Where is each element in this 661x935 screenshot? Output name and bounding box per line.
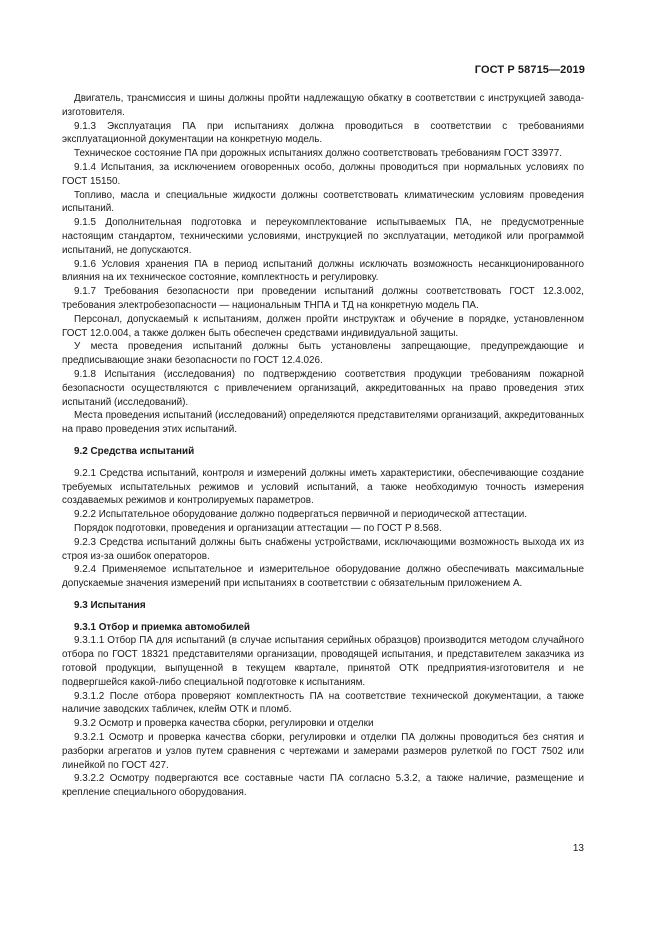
document-code: ГОСТ Р 58715—2019 — [474, 64, 585, 76]
paragraph: Порядок подготовки, проведения и организации аттестации — по ГОСТ Р 8.568. — [74, 522, 442, 534]
paragraph: 9.1.5 Дополнительная подготовка и переукомплектование испытываемых ПА, не предусмотренные настоящим стандартом, техническими условиями, инструкцией по эксплуатации, методикой или программой испытаний, не допускаются. — [62, 217, 584, 256]
paragraph: 9.2.1 Средства испытаний, контроля и измерений должны иметь характеристики, обеспечивающие создание требуемых испытательных режимов и условий испытаний, а также необходимую точность измерения создаваемых режимов и контролируемых параметров. — [62, 467, 584, 507]
section-heading-9-2: 9.2 Средства испытаний — [74, 445, 195, 457]
subsection-heading-9-3-1: 9.3.1 Отбор и приемка автомобилей — [74, 621, 250, 633]
section-heading-9-3: 9.3 Испытания — [74, 599, 146, 611]
paragraph: Персонал, допускаемый к испытаниям, должен пройти инструктаж и обучение в порядке, установленном ГОСТ 12.0.004, а также должен быть обеспечен средствами индивидуальной защиты. — [62, 313, 584, 339]
paragraph: 9.1.7 Требования безопасности при проведении испытаний должны соответствовать ГОСТ 12.3.002, требования электробезопасности — национальным ТНПА и ТД на конкретную модель ПА. — [62, 286, 584, 311]
paragraph: Места проведения испытаний (исследований) определяются представителями организаций, аккредитованных на право проведения этих испытаний. — [62, 410, 584, 436]
paragraph: 9.3.2 Осмотр и проверка качества сборки, регулировки и отделки — [74, 718, 374, 730]
paragraph: Техническое состояние ПА при дорожных испытаниях должно соответствовать требованиям ГОСТ 33977. — [74, 148, 562, 160]
paragraph: 9.2.4 Применяемое испытательное и измерительное оборудование должно обеспечивать максимальные допускаемые значения измерений при испытаниях в соответствии с обязательным приложением А. — [62, 564, 584, 590]
paragraph: Топливо, масла и специальные жидкости должны соответствовать климатическим условиям проведения испытаний. — [62, 189, 584, 215]
paragraph: 9.3.1.1 Отбор ПА для испытаний (в случае испытания серийных образцов) производится методом случайного отбора по ГОСТ 18321 представителями организации, проводящей испытания, и представителем заказчика из готовой продукции, выпущенной в текущем квартале, принятой ОТК предприятия-изготовителя и не подвергшейся какой-либо специальной подготовке к испытаниям. — [62, 635, 584, 688]
paragraph: 9.1.6 Условия хранения ПА в период испытаний должны исключать возможность несанкционированного влияния на их техническое состояние, комплектность и регулировку. — [62, 258, 584, 284]
paragraph: 9.1.8 Испытания (исследования) по подтверждению соответствия продукции требованиям пожарной безопасности осуществляются с привлечением организаций, аккредитованных на право проведения этих испытаний (исследований). — [62, 368, 584, 408]
paragraph: 9.1.4 Испытания, за исключением оговоренных особо, должны проводиться при нормальных условиях по ГОСТ 15150. — [62, 161, 584, 187]
paragraph: 9.3.2.1 Осмотр и проверка качества сборки, регулировки и отделки ПА должны проводиться без снятия и разборки агрегатов и узлов путем сравнения с чертежами и замерами размеров рулеткой по ГОСТ 7502 или линейкой по ГОСТ 427. — [62, 732, 584, 771]
paragraph: 9.2.3 Средства испытаний должны быть снабжены устройствами, исключающими возможность выхода их из строя из-за ошибок операторов. — [62, 536, 584, 562]
paragraph: У места проведения испытаний должны быть установлены запрещающие, предупреждающие и предписывающие знаки безопасности по ГОСТ 12.4.026. — [62, 341, 584, 367]
paragraph: 9.1.3 Эксплуатация ПА при испытаниях должна проводиться в соответствии с требованиями эксплуатационной документации на конкретную модель. — [62, 120, 584, 146]
paragraph: 9.3.2.2 Осмотру подвергаются все составные части ПА согласно 5.3.2, а также наличие, размещение и крепление специального оборудования. — [62, 773, 584, 799]
paragraph: 9.3.1.2 После отбора проверяют комплектность ПА на соответствие технической документации, а также наличие заводских табличек, клейм ОТК и пломб. — [62, 690, 584, 716]
paragraph: Двигатель, трансмиссия и шины должны пройти надлежащую обкатку в соответствии с инструкцией завода-изготовителя. — [62, 93, 584, 118]
page-number: 13 — [572, 843, 584, 854]
document-body — [62, 92, 584, 800]
paragraph: 9.2.2 Испытательное оборудование должно подвергаться первичной и периодической аттестации. — [74, 509, 528, 521]
